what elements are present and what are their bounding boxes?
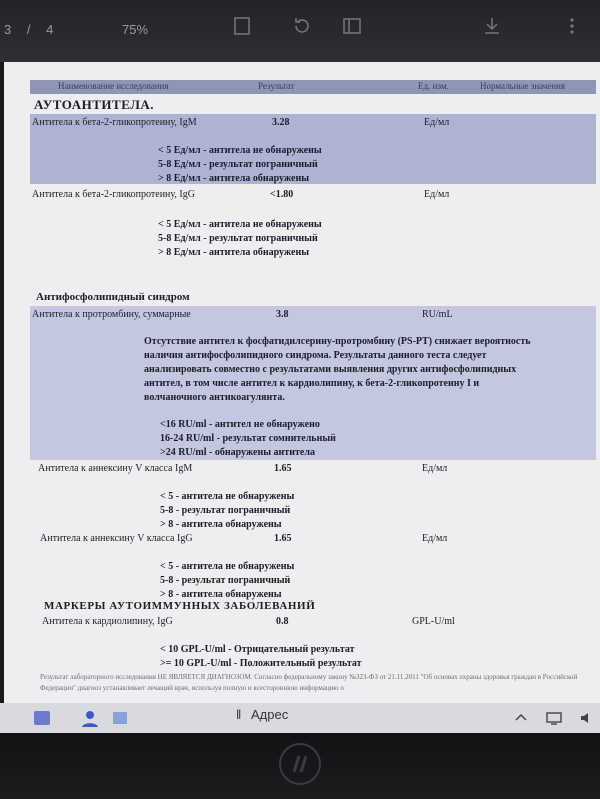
unit-cardiolipin: GPL-U/ml bbox=[412, 616, 455, 627]
prothrombin-note: Отсутствие антител к фосфатидилсерину-протромбину (PS-PT) снижает вероятность наличия антифосфолипидного синдрома. Результаты данного теста следует анализировать совместно с результатами выявления других антифосфолипидных антител, в том числе антител к кардиолипину, к бета-2-гликопротеину I и волчаночного антикоагулянта. bbox=[144, 336, 531, 403]
result-igm-b2gp: 3.28 bbox=[272, 117, 290, 128]
rotate-icon[interactable] bbox=[290, 14, 314, 38]
ref-annexin-igm-1: < 5 - антитела не обнаружены bbox=[160, 491, 295, 502]
document-page bbox=[4, 62, 600, 708]
ref-annexin-igm-2: 5-8 - результат пограничный bbox=[160, 505, 291, 516]
test-name-igg-b2gp: Антитела к бета-2-гликопротеину, IgG bbox=[32, 189, 195, 200]
chevron-up-icon[interactable] bbox=[512, 709, 530, 727]
ref-annexin-igg-1: < 5 - антитела не обнаружены bbox=[160, 561, 295, 572]
pinned-app-icon[interactable] bbox=[108, 706, 132, 730]
taskbar bbox=[0, 703, 600, 733]
test-name-igm-b2gp: Антитела к бета-2-гликопротеину, IgM bbox=[32, 117, 197, 128]
ref-igg-b2gp-3: > 8 Ед/мл - антитела обнаружены bbox=[158, 247, 310, 258]
ref-annexin-igm-3: > 8 - антитела обнаружены bbox=[160, 519, 282, 530]
disclaimer-footer: Результат лабораторного исследования НЕ ЯВЛЯЕТСЯ ДИАГНОЗОМ. Согласно федеральному закону №323-ФЗ от 21.11.2011 "Об основах охраны здоровья граждан в Российской Федерации" диагноз устанавливает лечащий врач, используя полную и всестороннюю информацию о bbox=[40, 673, 578, 692]
ref-igm-b2gp-3: > 8 Ед/мл - антитела обнаружены bbox=[158, 173, 310, 184]
download-icon[interactable] bbox=[480, 14, 504, 38]
section-title-markers: МАРКЕРЫ АУТОИММУННЫХ ЗАБОЛЕВАНИЙ bbox=[44, 600, 316, 612]
section-title-aps: Антифосфолипидный синдром bbox=[36, 291, 190, 303]
col-result-header: Результат bbox=[258, 81, 295, 91]
col-unit-header: Ед. изм. bbox=[418, 81, 449, 91]
result-prothrombin: 3.8 bbox=[276, 309, 289, 320]
ref-prothrombin-2: 16-24 RU/ml - результат сомнительный bbox=[160, 433, 336, 444]
ref-igg-b2gp-1: < 5 Ед/мл - антитела не обнаружены bbox=[158, 219, 322, 230]
address-search[interactable] bbox=[236, 707, 288, 722]
section-title-autoantibodies: АУТОАНТИТЕЛА. bbox=[34, 97, 155, 112]
test-name-annexin-igm: Антитела к аннексину V класса IgM bbox=[38, 463, 193, 474]
fit-page-icon[interactable] bbox=[230, 14, 254, 38]
person-icon[interactable] bbox=[78, 706, 102, 730]
test-name-cardiolipin: Антитела к кардиолипину, IgG bbox=[42, 616, 173, 627]
hp-logo-icon bbox=[276, 740, 324, 788]
unit-annexin-igm: Ед/мл bbox=[422, 463, 448, 474]
ref-igm-b2gp-1: < 5 Ед/мл - антитела не обнаружены bbox=[158, 145, 322, 156]
unit-prothrombin: RU/mL bbox=[422, 309, 453, 320]
col-norm-header: Нормальные значения bbox=[480, 81, 566, 91]
address-label: Адрес bbox=[251, 707, 289, 722]
result-annexin-igm: 1.65 bbox=[274, 463, 292, 474]
result-annexin-igg: 1.65 bbox=[274, 533, 292, 544]
more-icon[interactable] bbox=[560, 14, 584, 38]
result-igg-b2gp: <1.80 bbox=[270, 189, 294, 200]
speaker-icon[interactable] bbox=[578, 709, 596, 727]
unit-igm-b2gp: Ед/мл bbox=[424, 117, 450, 128]
page-indicator: 3 / 4 bbox=[4, 22, 60, 37]
taskbar-app-icon[interactable] bbox=[30, 706, 54, 730]
test-name-prothrombin: Антитела к протромбину, суммарные bbox=[32, 309, 191, 320]
network-icon[interactable] bbox=[545, 709, 563, 727]
sidebar-toggle-icon[interactable] bbox=[340, 14, 364, 38]
ref-prothrombin-3: >24 RU/ml - обнаружены антитела bbox=[160, 447, 315, 458]
unit-igg-b2gp: Ед/мл bbox=[424, 189, 450, 200]
ref-igm-b2gp-2: 5-8 Ед/мл - результат пограничный bbox=[158, 159, 318, 170]
unit-annexin-igg: Ед/мл bbox=[422, 533, 448, 544]
divider-icon: ‖ bbox=[236, 707, 242, 722]
ref-cardiolipin-1: < 10 GPL-U/ml - Отрицательный результат bbox=[160, 644, 355, 655]
zoom-level[interactable]: 75% bbox=[122, 22, 149, 37]
ref-annexin-igg-3: > 8 - антитела обнаружены bbox=[160, 589, 282, 600]
ref-igg-b2gp-2: 5-8 Ед/мл - результат пограничный bbox=[158, 233, 318, 244]
result-cardiolipin: 0.8 bbox=[276, 616, 289, 627]
test-name-annexin-igg: Антитела к аннексину V класса IgG bbox=[40, 533, 193, 544]
viewer-toolbar bbox=[0, 0, 600, 62]
ref-annexin-igg-2: 5-8 - результат пограничный bbox=[160, 575, 291, 586]
ref-cardiolipin-2: >= 10 GPL-U/ml - Положительный результат bbox=[160, 658, 362, 669]
table-header bbox=[30, 80, 596, 94]
ref-prothrombin-1: <16 RU/ml - антител не обнаружено bbox=[160, 419, 320, 430]
col-name-header: Наименование исследования bbox=[58, 81, 169, 91]
